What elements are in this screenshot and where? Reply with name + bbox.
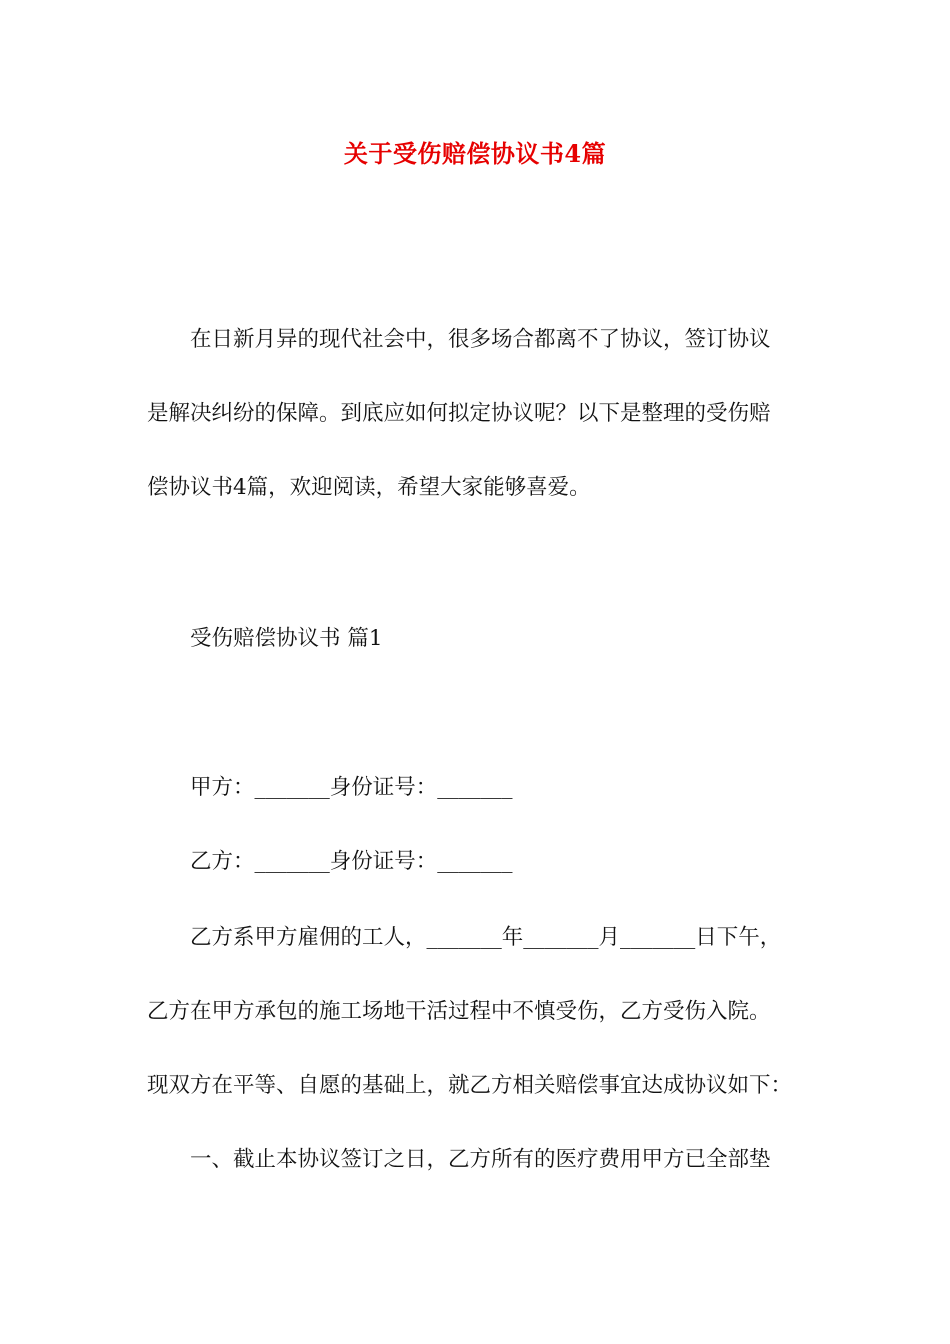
party-b-line: 乙方：_______身份证号：_______ — [190, 849, 513, 874]
document-title: 关于受伤赔偿协议书4篇 — [343, 139, 607, 168]
body-line-4: 一、截止本协议签订之日，乙方所有的医疗费用甲方已全部垫 — [190, 1147, 771, 1172]
intro-line-2: 是解决纠纷的保障。到底应如何拟定协议呢？以下是整理的受伤赔 — [147, 401, 771, 426]
body-line-3: 现双方在平等、自愿的基础上，就乙方相关赔偿事宜达成协议如下： — [147, 1073, 793, 1098]
intro-line-1: 在日新月异的现代社会中，很多场合都离不了协议，签订协议 — [190, 327, 771, 352]
party-a-line: 甲方：_______身份证号：_______ — [190, 775, 513, 800]
agreement-body — [147, 901, 817, 1197]
body-line-1: 乙方系甲方雇佣的工人，_______年_______月_______日下午， — [190, 925, 782, 950]
body-line-2: 乙方在甲方承包的施工场地干活过程中不慎受伤，乙方受伤入院。 — [147, 999, 771, 1024]
section-heading: 受伤赔偿协议书 篇1 — [190, 626, 383, 651]
intro-line-3: 偿协议书4篇，欢迎阅读，希望大家能够喜爱。 — [147, 475, 591, 500]
intro-paragraph — [147, 303, 817, 525]
